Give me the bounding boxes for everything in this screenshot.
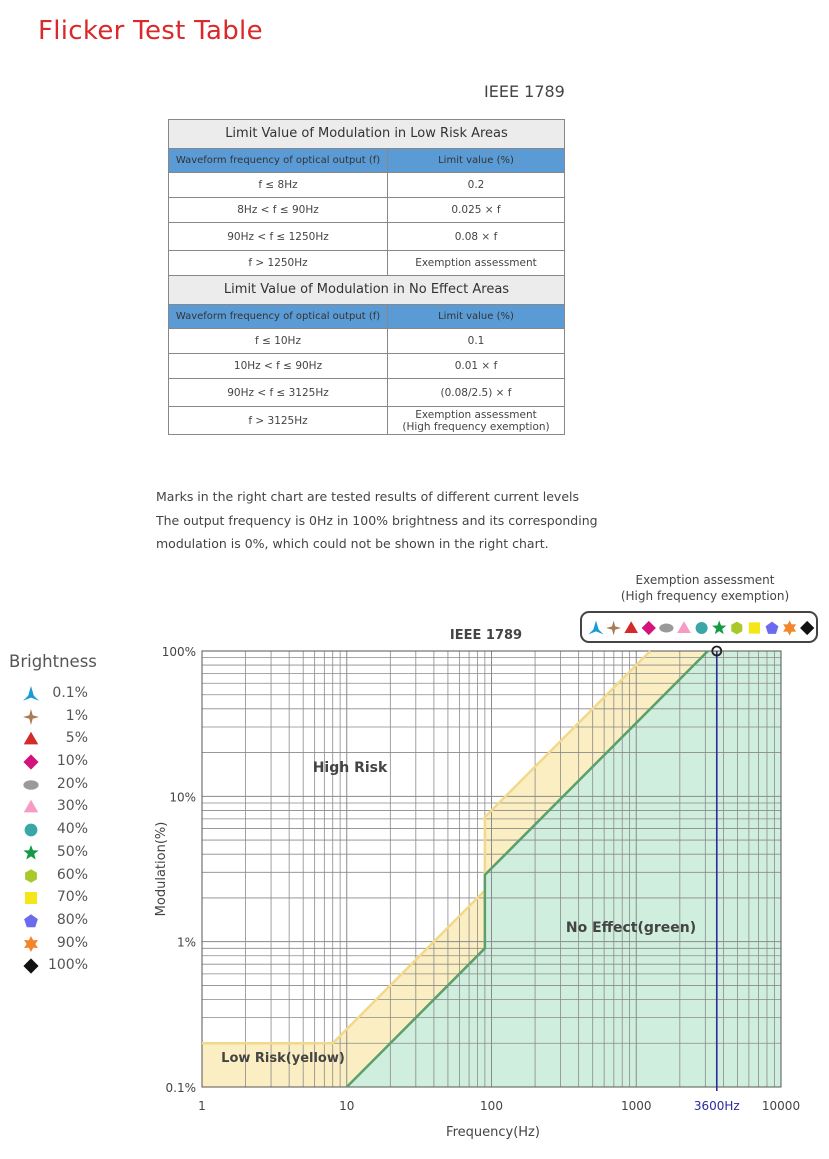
legend-label: 1% (65, 707, 88, 724)
high-risk-label: High Risk (312, 760, 388, 776)
legend-label: 20% (56, 775, 88, 792)
triangle-icon (677, 621, 691, 633)
legend-label: 80% (56, 911, 88, 928)
table-cell: 90Hz < f ≤ 1250Hz (169, 223, 388, 251)
table-cell: f ≤ 10Hz (169, 329, 388, 354)
exemption-line2: (High frequency exemption) (402, 420, 550, 433)
hexagon-icon (731, 622, 742, 635)
table-cell: 0.025 × f (388, 198, 565, 223)
star4-icon (606, 621, 621, 636)
pentagon-icon (766, 622, 779, 634)
low-risk-label: Low Risk(yellow) (221, 1051, 345, 1066)
x-axis-label: Frequency(Hz) (446, 1125, 540, 1140)
legend-label: 90% (56, 934, 88, 951)
legend-label: 50% (56, 843, 88, 860)
star5-icon (712, 621, 726, 635)
x-tick-label: 100 (480, 1099, 503, 1113)
legend-label: 5% (65, 730, 88, 747)
y-axis-label: Modulation(%) (154, 821, 169, 917)
table-cell: 10Hz < f ≤ 90Hz (169, 354, 388, 379)
circle-icon (696, 622, 708, 634)
legend-label: 30% (56, 798, 88, 815)
table-cell: 0.1 (388, 329, 565, 354)
tri-spike-icon (589, 621, 604, 635)
ellipse-icon (659, 624, 673, 633)
chart-title: IEEE 1789 (449, 628, 523, 643)
y-tick-label: 10% (169, 790, 196, 805)
legend-label: 10% (56, 753, 88, 770)
diamond-icon (800, 621, 814, 635)
no-effect-col1-header: Waveform frequency of optical output (f) (169, 305, 388, 329)
legend-label: 40% (56, 821, 88, 838)
low-risk-col1-header: Waveform frequency of optical output (f) (169, 149, 388, 173)
table-cell: 90Hz < f ≤ 3125Hz (169, 379, 388, 407)
table-cell: 8Hz < f ≤ 90Hz (169, 198, 388, 223)
no-effect-col2-header: Limit value (%) (388, 305, 565, 329)
exemption-line1: Exemption assessment (415, 408, 537, 421)
y-tick-label: 1% (176, 935, 196, 950)
table-cell: f > 3125Hz (169, 407, 388, 435)
legend-label: 0.1% (52, 685, 88, 701)
triangle-icon (624, 621, 638, 633)
y-tick-label: 100% (161, 645, 196, 659)
legend-label: 70% (56, 889, 88, 906)
table-cell: f ≤ 8Hz (169, 173, 388, 198)
legend-label: 60% (56, 866, 88, 883)
x-tick-label: 10 (339, 1099, 355, 1113)
star6-icon (783, 621, 796, 636)
y-tick-label: 0.1% (165, 1081, 196, 1095)
square-icon (749, 622, 760, 633)
legend-title: Brightness (9, 652, 97, 671)
table-cell: 0.2 (388, 173, 565, 198)
no-effect-label: No Effect(green) (565, 920, 697, 936)
table-cell: 0.08 × f (388, 223, 565, 251)
diamond-icon (642, 621, 656, 635)
low-risk-section-title: Limit Value of Modulation in Low Risk Areas (169, 120, 565, 149)
table-cell: 0.01 × f (388, 354, 565, 379)
legend-label: 100% (47, 957, 88, 974)
x-tick-label: 10000 (761, 1099, 801, 1113)
standard-label: IEEE 1789 (484, 82, 565, 101)
note-line: modulation is 0%, which could not be shown in the right chart. (156, 536, 549, 551)
marker-tick-label: 3600Hz (693, 1099, 740, 1113)
x-tick-label: 1000 (620, 1099, 652, 1113)
table-cell: (0.08/2.5) × f (388, 379, 565, 407)
x-tick-label: 1 (198, 1099, 206, 1113)
exemption-label-line1: Exemption assessment (635, 573, 775, 587)
no-effect-section-title: Limit Value of Modulation in No Effect Areas (169, 276, 565, 305)
note-line: The output frequency is 0Hz in 100% brightness and its corresponding (156, 512, 598, 528)
exemption-label-line2: (High frequency exemption) (620, 589, 790, 603)
table-cell: Exemption assessment (388, 251, 565, 276)
note-line: Marks in the right chart are tested results of different current levels (156, 489, 580, 504)
table-cell: f > 1250Hz (169, 251, 388, 276)
low-risk-col2-header: Limit value (%) (388, 149, 565, 173)
page-title: Flicker Test Table (38, 16, 263, 46)
exemption-markers (589, 621, 815, 636)
